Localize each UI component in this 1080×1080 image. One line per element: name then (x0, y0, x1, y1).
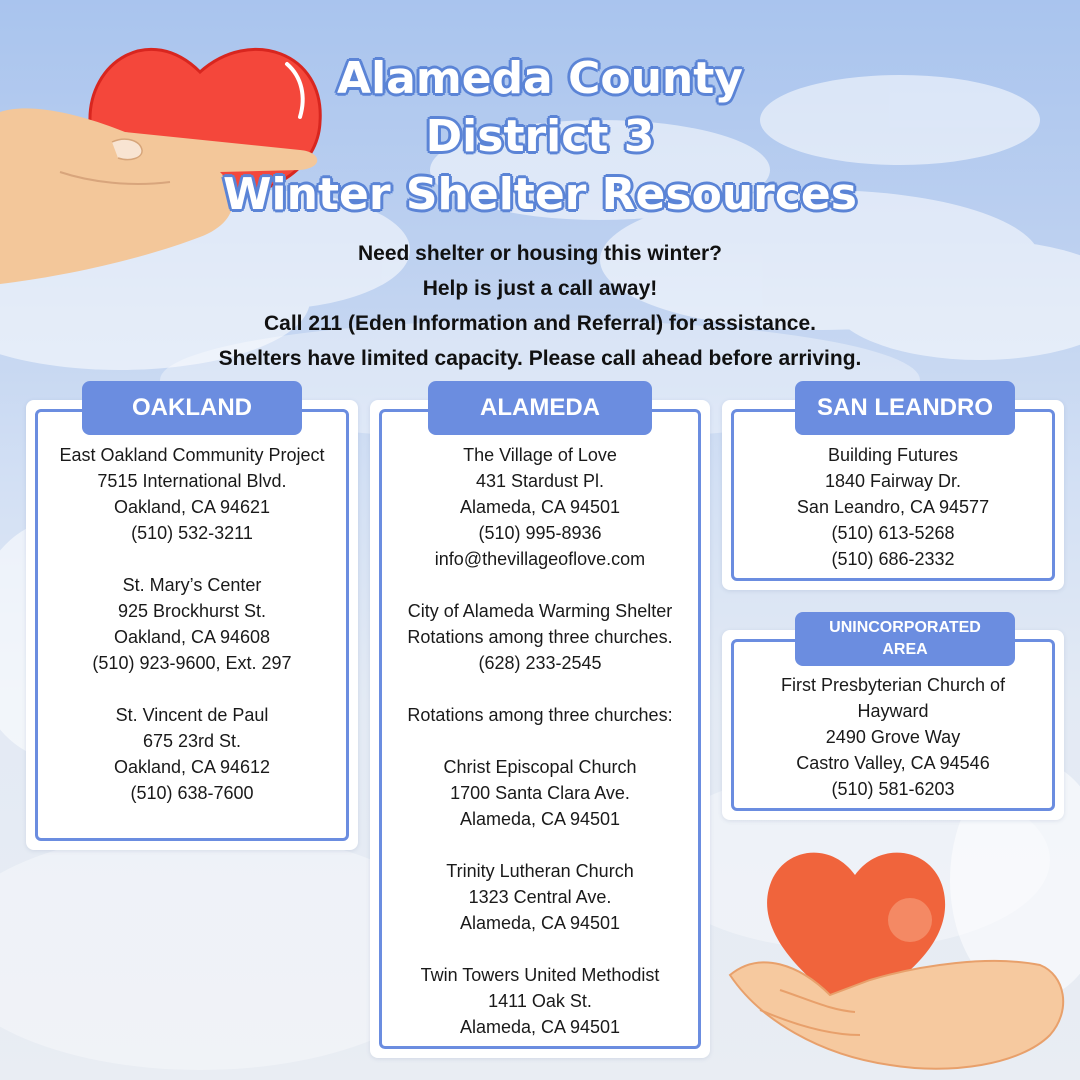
unincorporated-list (722, 672, 1064, 802)
section-label-unincorporated (795, 612, 1015, 666)
shelter-city: San Leandro, CA 94577 (796, 497, 990, 517)
shelter-city: Alameda, CA 94501 (459, 913, 621, 933)
rotation-note: Rotations among three churches: (407, 705, 673, 725)
page-title (0, 50, 1080, 224)
shelter-city: Oakland, CA 94612 (113, 757, 271, 777)
title-line-1: Alameda County (337, 53, 743, 104)
section-label-line-2: AREA (882, 641, 928, 658)
shelter-address: 675 23rd St. (142, 731, 242, 751)
card-oakland (26, 400, 358, 850)
shelter-city: Alameda, CA 94501 (459, 497, 621, 517)
shelter-city: Castro Valley, CA 94546 (796, 753, 990, 773)
shelter-phone[interactable]: (510) 532-3211 (131, 523, 253, 543)
shelter-name: St. Vincent de Paul (115, 705, 269, 725)
shelter-entry (370, 442, 710, 572)
shelter-entry (26, 702, 358, 806)
title-line-2: District 3 (425, 111, 655, 162)
shelter-phone[interactable]: (510) 581-6203 (831, 779, 955, 799)
shelter-phone[interactable]: (510) 686-2332 (831, 549, 955, 569)
shelter-entry (370, 858, 710, 936)
shelter-phone[interactable]: (510) 638-7600 (130, 783, 254, 803)
san-leandro-list (722, 442, 1064, 572)
shelter-name: Christ Episcopal Church (443, 757, 637, 777)
shelter-address: 1700 Santa Clara Ave. (450, 783, 630, 803)
shelter-name: The Village of Love (463, 445, 617, 465)
shelter-entry (722, 672, 1064, 802)
alameda-list (370, 442, 710, 1040)
shelter-address: 431 Stardust Pl. (475, 471, 605, 491)
shelter-address: 925 Brockhurst St. (117, 601, 267, 621)
shelter-address: 1323 Central Ave. (468, 887, 612, 907)
shelter-entry (370, 754, 710, 832)
shelter-name: First Presbyterian Church of (780, 675, 1006, 695)
open-hand-heart-icon (720, 840, 1080, 1080)
intro-line-4: Shelters have limited capacity. Please call ahead before arriving. (218, 347, 862, 370)
shelter-phone[interactable]: (510) 613-5268 (831, 523, 955, 543)
shelter-entry (722, 442, 1064, 572)
section-label-oakland: OAKLAND (82, 381, 302, 435)
shelter-name: Twin Towers United Methodist (420, 965, 660, 985)
card-alameda (370, 400, 710, 1058)
section-label-line-1: UNINCORPORATED (829, 619, 981, 636)
shelter-name-cont: Hayward (857, 701, 929, 721)
shelter-phone[interactable]: (510) 995-8936 (478, 523, 602, 543)
intro-line-3: Call 211 (Eden Information and Referral) for assistance. (264, 312, 816, 335)
section-label-san-leandro: SAN LEANDRO (795, 381, 1015, 435)
intro-line-2: Help is just a call away! (422, 277, 658, 300)
intro-text (0, 236, 1080, 376)
shelter-name: City of Alameda Warming Shelter (407, 601, 673, 621)
shelter-name: East Oakland Community Project (59, 445, 325, 465)
oakland-list (26, 442, 358, 806)
shelter-address: 2490 Grove Way (825, 727, 961, 747)
shelter-name: St. Mary’s Center (122, 575, 262, 595)
shelter-entry (26, 572, 358, 676)
shelter-entry (370, 598, 710, 676)
shelter-name: Trinity Lutheran Church (446, 861, 634, 881)
section-label-alameda: ALAMEDA (428, 381, 652, 435)
shelter-address: 1411 Oak St. (488, 991, 592, 1011)
shelter-phone[interactable]: (510) 923-9600, Ext. 297 (92, 653, 292, 673)
shelter-address: 7515 International Blvd. (97, 471, 287, 491)
shelter-phone[interactable]: (628) 233-2545 (478, 653, 602, 673)
shelter-city: Alameda, CA 94501 (459, 1017, 621, 1037)
shelter-entry (370, 962, 710, 1040)
shelter-address: 1840 Fairway Dr. (824, 471, 962, 491)
title-line-3: Winter Shelter Resources (223, 169, 857, 220)
shelter-city: Alameda, CA 94501 (459, 809, 621, 829)
shelter-email[interactable]: info@thevillageoflove.com (434, 549, 646, 569)
shelter-city: Oakland, CA 94621 (113, 497, 271, 517)
shelter-note: Rotations among three churches. (407, 627, 673, 647)
shelter-entry (26, 442, 358, 546)
shelter-name: Building Futures (827, 445, 959, 465)
intro-line-1: Need shelter or housing this winter? (357, 242, 723, 265)
shelter-city: Oakland, CA 94608 (113, 627, 271, 647)
rotation-heading (370, 702, 710, 728)
